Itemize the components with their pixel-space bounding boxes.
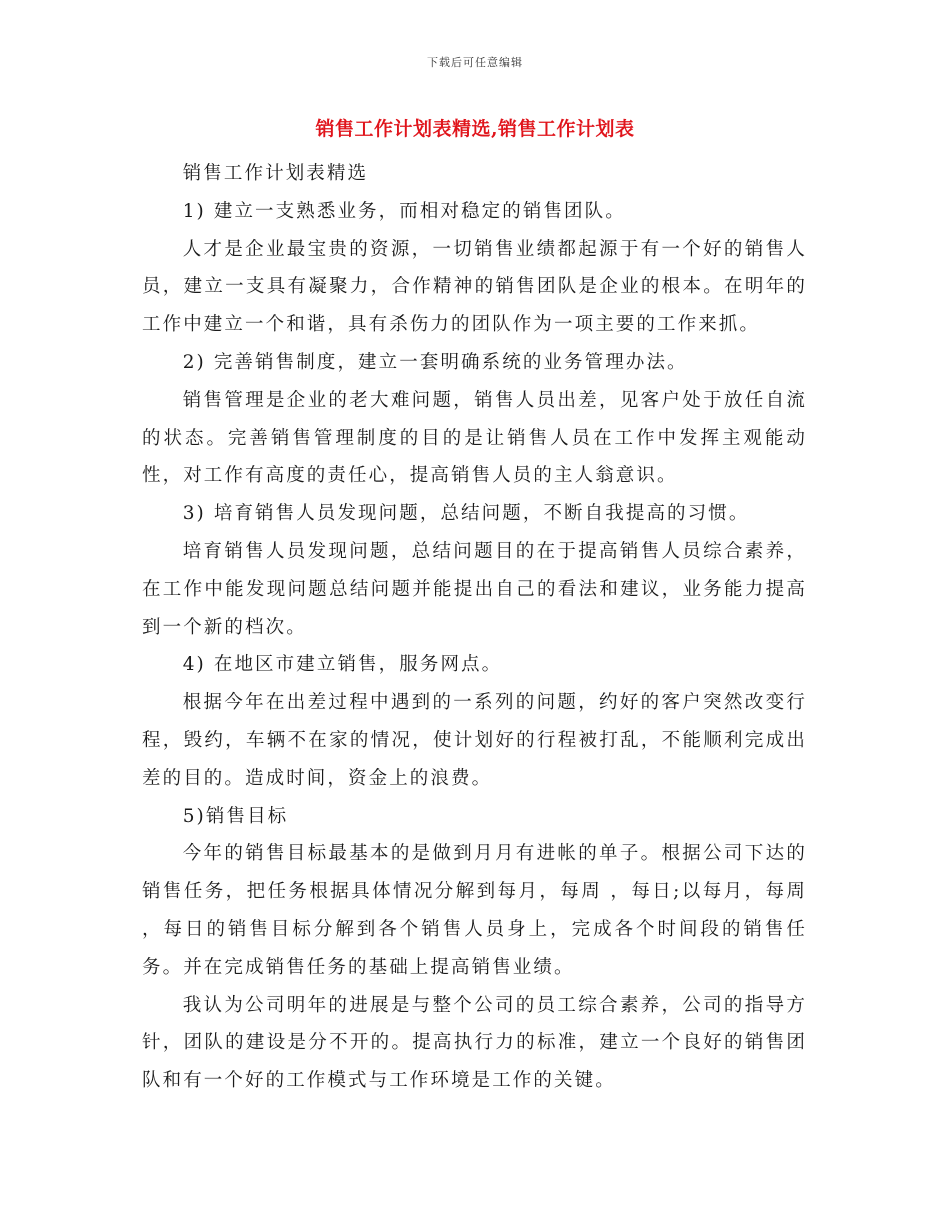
header-note: 下载后可任意编辑 bbox=[427, 56, 523, 69]
section-heading: 2) 完善销售制度，建立一套明确系统的业务管理办法。 bbox=[182, 351, 688, 373]
document-title: 销售工作计划表精选,销售工作计划表 bbox=[315, 118, 635, 140]
paragraph: 人才是企业最宝贵的资源，一切销售业绩都起源于有一个好的销售人员，建立一支具有凝聚力，合作精神的销售团队是企业的根本。在明年的工作中建立一个和谐，具有杀伤力的团队作为一项主要的工作来抓。 bbox=[142, 238, 807, 336]
paragraph: 销售工作计划表精选 bbox=[182, 163, 369, 184]
paragraph: 销售管理是企业的老大难问题，销售人员出差，见客户处于放任自流的状态。完善销售管理制度的目的是让销售人员在工作中发挥主观能动性，对工作有高度的责任心，提高销售人员的主人翁意识。 bbox=[142, 389, 807, 487]
section-heading: 3) 培育销售人员发现问题，总结问题，不断自我提高的习惯。 bbox=[182, 503, 750, 525]
section-heading: 1) 建立一支熟悉业务，而相对稳定的销售团队。 bbox=[182, 200, 626, 222]
paragraph: 培育销售人员发现问题，总结问题目的在于提高销售人员综合素养，在工作中能发现问题总结问题并能提出自己的看法和建议，业务能力提高到一个新的档次。 bbox=[142, 540, 807, 638]
paragraph: 我认为公司明年的进展是与整个公司的员工综合素养，公司的指导方针，团队的建设是分不开的。提高执行力的标准，建立一个良好的销售团队和有一个好的工作模式与工作环境是工作的关键。 bbox=[142, 994, 807, 1092]
paragraph: 今年的销售目标最基本的是做到月月有进帐的单子。根据公司下达的销售任务，把任务根据具体情况分解到每月，每周 ，每日;以每月，每周 ，每日的销售目标分解到各个销售人员身上，完成各个时间段的销售任务。并在完成销售任务的基础上提高销售业绩。 bbox=[142, 843, 807, 978]
paragraph: 根据今年在出差过程中遇到的一系列的问题，约好的客户突然改变行程，毁约，车辆不在家的情况，使计划好的行程被打乱，不能顺利完成出差的目的。造成时间，资金上的浪费。 bbox=[142, 692, 807, 789]
section-heading: 4) 在地区市建立销售，服务网点。 bbox=[182, 654, 503, 676]
section-heading: 5)销售目标 bbox=[182, 805, 289, 827]
document-body bbox=[142, 155, 807, 1100]
